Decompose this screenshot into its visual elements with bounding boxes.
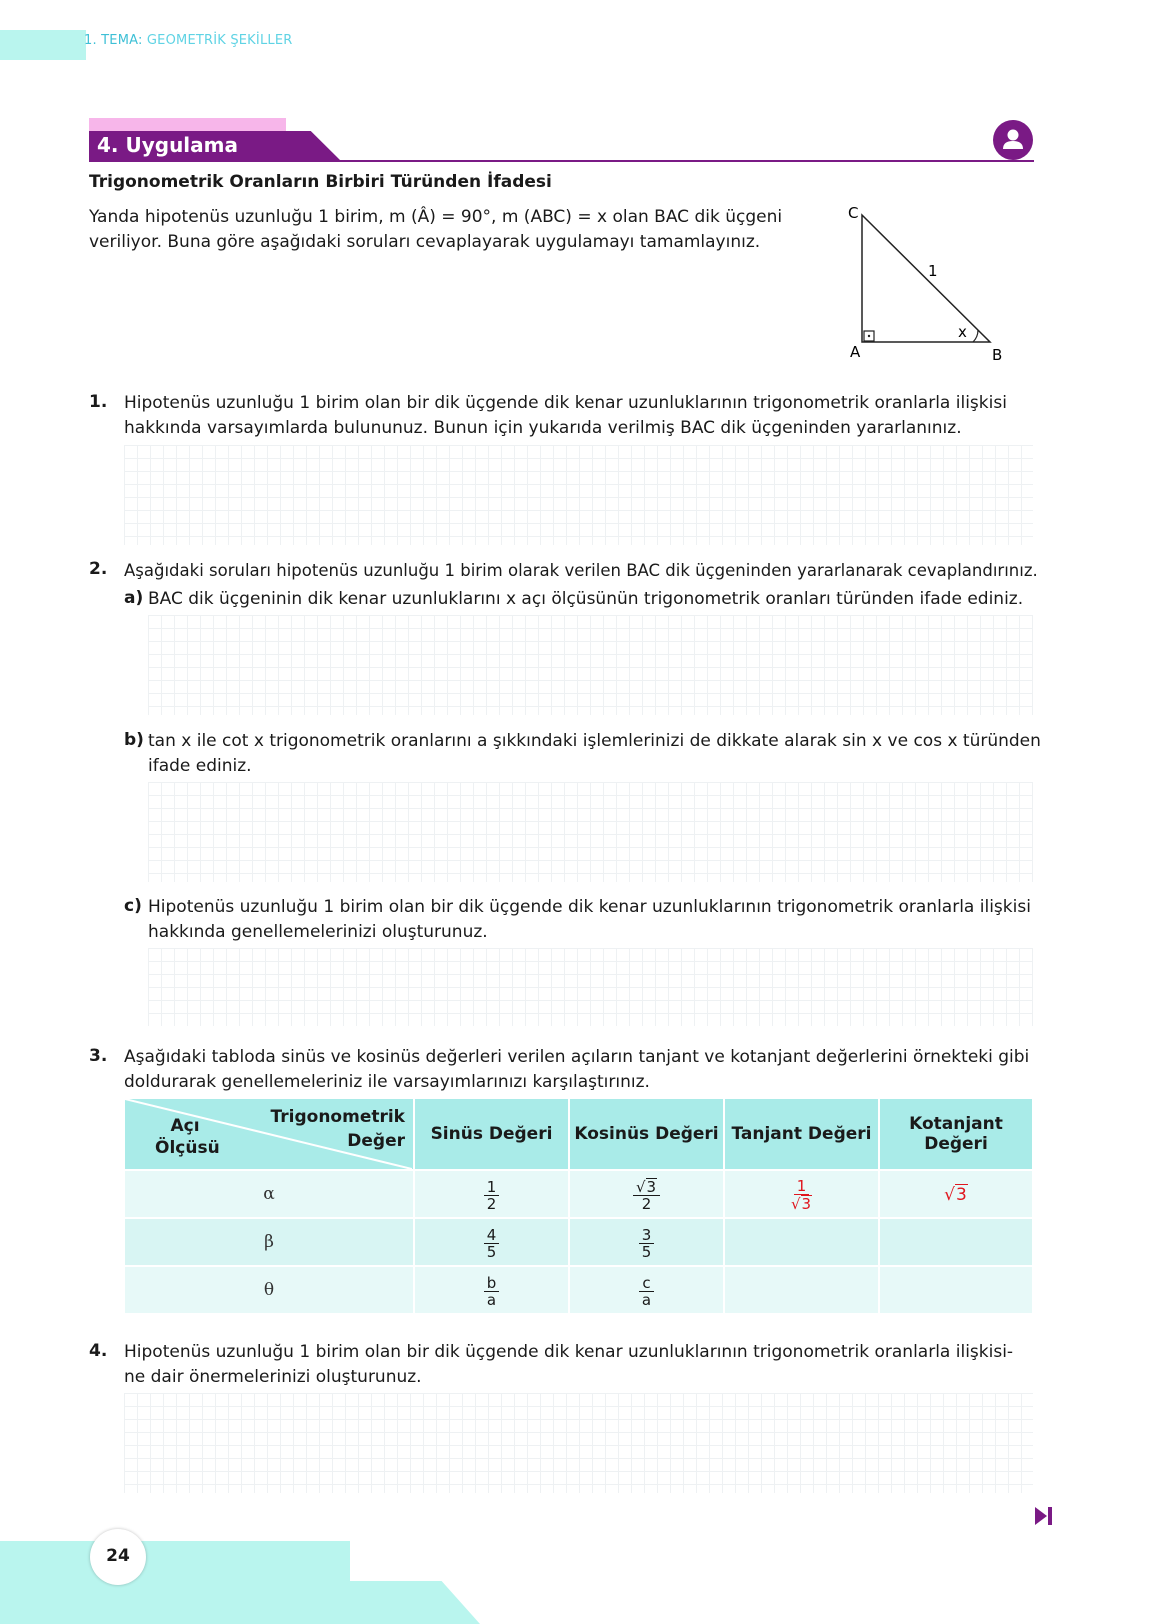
corner-left-label: Açı Ölçüsü xyxy=(155,1116,220,1158)
header-cot: Kotanjant Değeri xyxy=(879,1099,1032,1170)
theme-title xyxy=(84,33,292,48)
angle-alpha: α xyxy=(125,1170,414,1218)
sin-cell xyxy=(414,1170,569,1218)
angle-beta: β xyxy=(125,1218,414,1266)
cos-denominator: a xyxy=(641,1290,652,1309)
cos-numerator: c xyxy=(639,1275,653,1292)
sin-numerator: 4 xyxy=(484,1227,500,1244)
cos-numerator: 3 xyxy=(639,1227,655,1244)
sqrt-icon: √ 3 xyxy=(790,1195,812,1213)
table-row xyxy=(125,1170,1032,1218)
q3-line-2: doldurarak genellemeleriniz ile varsayımlarınızı karşılaştırınız. xyxy=(124,1072,650,1092)
cos-numerator: 3 xyxy=(646,1177,657,1196)
header-sin: Sinüs Değeri xyxy=(414,1099,569,1170)
trig-table xyxy=(125,1099,1032,1313)
q2b-line-1: tan x ile cot x trigonometrik oranlarını a şıkkındaki işlemlerinizi de dikkate alarak sin x ve cos x türünden xyxy=(148,731,1041,751)
triangle-diagram xyxy=(840,200,1020,365)
banner-divider xyxy=(89,160,1034,162)
tan-denominator: 3 xyxy=(801,1195,812,1213)
section-title: 4. Uygulama xyxy=(97,133,238,157)
intro-line-1: Yanda hipotenüs uzunluğu 1 birim, m (Â) = 90°, m (ABC) = x olan BAC dik üçgeni xyxy=(89,207,783,227)
theme-label: 1. TEMA: xyxy=(84,33,143,48)
header-cos: Kosinüs Değeri xyxy=(569,1099,724,1170)
sqrt-icon: √ 3 xyxy=(635,1177,657,1196)
q1-line-2: hakkında varsayımlarda bulununuz. Bunun için yukarıda verilmiş BAC dik üçgeninden yararlanınız. xyxy=(124,418,962,438)
q2c-text xyxy=(148,895,1031,945)
table-row xyxy=(125,1266,1032,1313)
q1-number: 1. xyxy=(89,392,108,412)
q2a-text: BAC dik üçgeninin dik kenar uzunluklarını x açı ölçüsünün trigonometrik oranları türünden ifade ediniz. xyxy=(148,589,1024,609)
q2a-answer-area[interactable] xyxy=(148,615,1033,715)
sin-denominator: 5 xyxy=(486,1242,497,1261)
cos-denominator: 5 xyxy=(641,1242,652,1261)
sin-cell xyxy=(414,1266,569,1313)
q2b-label: b) xyxy=(124,730,144,750)
cos-denominator: 2 xyxy=(641,1194,652,1213)
q1-line-1: Hipotenüs uzunluğu 1 birim olan bir dik üçgende dik kenar uzunluklarının trigonometrik oranlarla ilişkisi xyxy=(124,393,1007,413)
cos-cell xyxy=(569,1170,724,1218)
intro-line-2: veriliyor. Buna göre aşağıdaki soruları cevaplayarak uygulamayı tamamlayınız. xyxy=(89,232,761,252)
angle-x-label: x xyxy=(958,323,967,341)
q2b-line-2: ifade ediniz. xyxy=(148,756,252,776)
cot-value: 3 xyxy=(956,1184,967,1205)
header-tan: Tanjant Değeri xyxy=(724,1099,879,1170)
theme-name: GEOMETRİK ŞEKİLLER xyxy=(146,33,293,48)
angle-theta: θ xyxy=(125,1266,414,1313)
table-row xyxy=(125,1218,1032,1266)
vertex-b-label: B xyxy=(992,346,1003,364)
q1-text xyxy=(124,391,1007,441)
activity-subtitle: Trigonometrik Oranların Birbiri Türünden İfadesi xyxy=(89,172,552,192)
q2c-line-1: Hipotenüs uzunluğu 1 birim olan bir dik üçgende dik kenar uzunluklarının trigonometrik oranlarla ilişkisi xyxy=(148,897,1031,917)
next-page-icon[interactable] xyxy=(1033,1505,1053,1527)
q2b-text xyxy=(148,729,1041,779)
q2a-label: a) xyxy=(124,588,144,608)
cos-cell xyxy=(569,1266,724,1313)
q3-line-1: Aşağıdaki tabloda sinüs ve kosinüs değerleri verilen açıların tanjant ve kotanjant değerlerini örnekteki gibi xyxy=(124,1047,1030,1067)
cos-cell xyxy=(569,1218,724,1266)
vertex-a-label: A xyxy=(850,343,861,361)
header-band xyxy=(0,30,86,60)
q3-number: 3. xyxy=(89,1046,108,1066)
corner-right-label: Trigonometrik Değer xyxy=(270,1107,405,1151)
q1-answer-area[interactable] xyxy=(124,445,1033,545)
sin-numerator: b xyxy=(484,1275,500,1292)
q4-line-1: Hipotenüs uzunluğu 1 birim olan bir dik üçgende dik kenar uzunluklarının trigonometrik oranlarla ilişkisi- xyxy=(124,1342,1014,1362)
q4-number: 4. xyxy=(89,1341,108,1361)
q2b-answer-area[interactable] xyxy=(148,782,1033,882)
q2-text: Aşağıdaki soruları hipotenüs uzunluğu 1 birim olarak verilen BAC dik üçgeninden yararlanarak cevaplandırınız. xyxy=(124,561,1038,580)
page-number: 24 xyxy=(106,1546,130,1566)
person-icon xyxy=(993,120,1033,160)
sin-denominator: 2 xyxy=(486,1194,497,1213)
sin-numerator: 1 xyxy=(484,1179,500,1196)
vertex-c-label: C xyxy=(848,204,859,222)
table-corner-cell xyxy=(125,1099,414,1170)
q4-answer-area[interactable] xyxy=(124,1393,1033,1493)
q2c-line-2: hakkında genellemelerinizi oluşturunuz. xyxy=(148,922,488,942)
q4-line-2: ne dair önermelerinizi oluşturunuz. xyxy=(124,1367,422,1387)
tan-cell[interactable] xyxy=(724,1170,879,1218)
sin-denominator: a xyxy=(486,1290,497,1309)
q3-text xyxy=(124,1045,1029,1095)
tan-cell[interactable] xyxy=(724,1218,879,1266)
tan-cell[interactable] xyxy=(724,1266,879,1313)
footer-band-lower xyxy=(0,1581,480,1624)
cot-cell[interactable] xyxy=(879,1266,1032,1313)
q4-text xyxy=(124,1340,1013,1390)
q2c-answer-area[interactable] xyxy=(148,948,1033,1026)
cot-cell[interactable] xyxy=(879,1170,1032,1218)
q2c-label: c) xyxy=(124,896,142,916)
intro-text xyxy=(89,205,782,255)
tan-numerator: 1 xyxy=(794,1178,810,1195)
footer-band xyxy=(0,1541,350,1581)
cot-cell[interactable] xyxy=(879,1218,1032,1266)
sqrt-icon: √ 3 xyxy=(944,1184,967,1205)
q2-number: 2. xyxy=(89,559,108,579)
hypotenuse-label: 1 xyxy=(928,262,938,280)
sin-cell xyxy=(414,1218,569,1266)
